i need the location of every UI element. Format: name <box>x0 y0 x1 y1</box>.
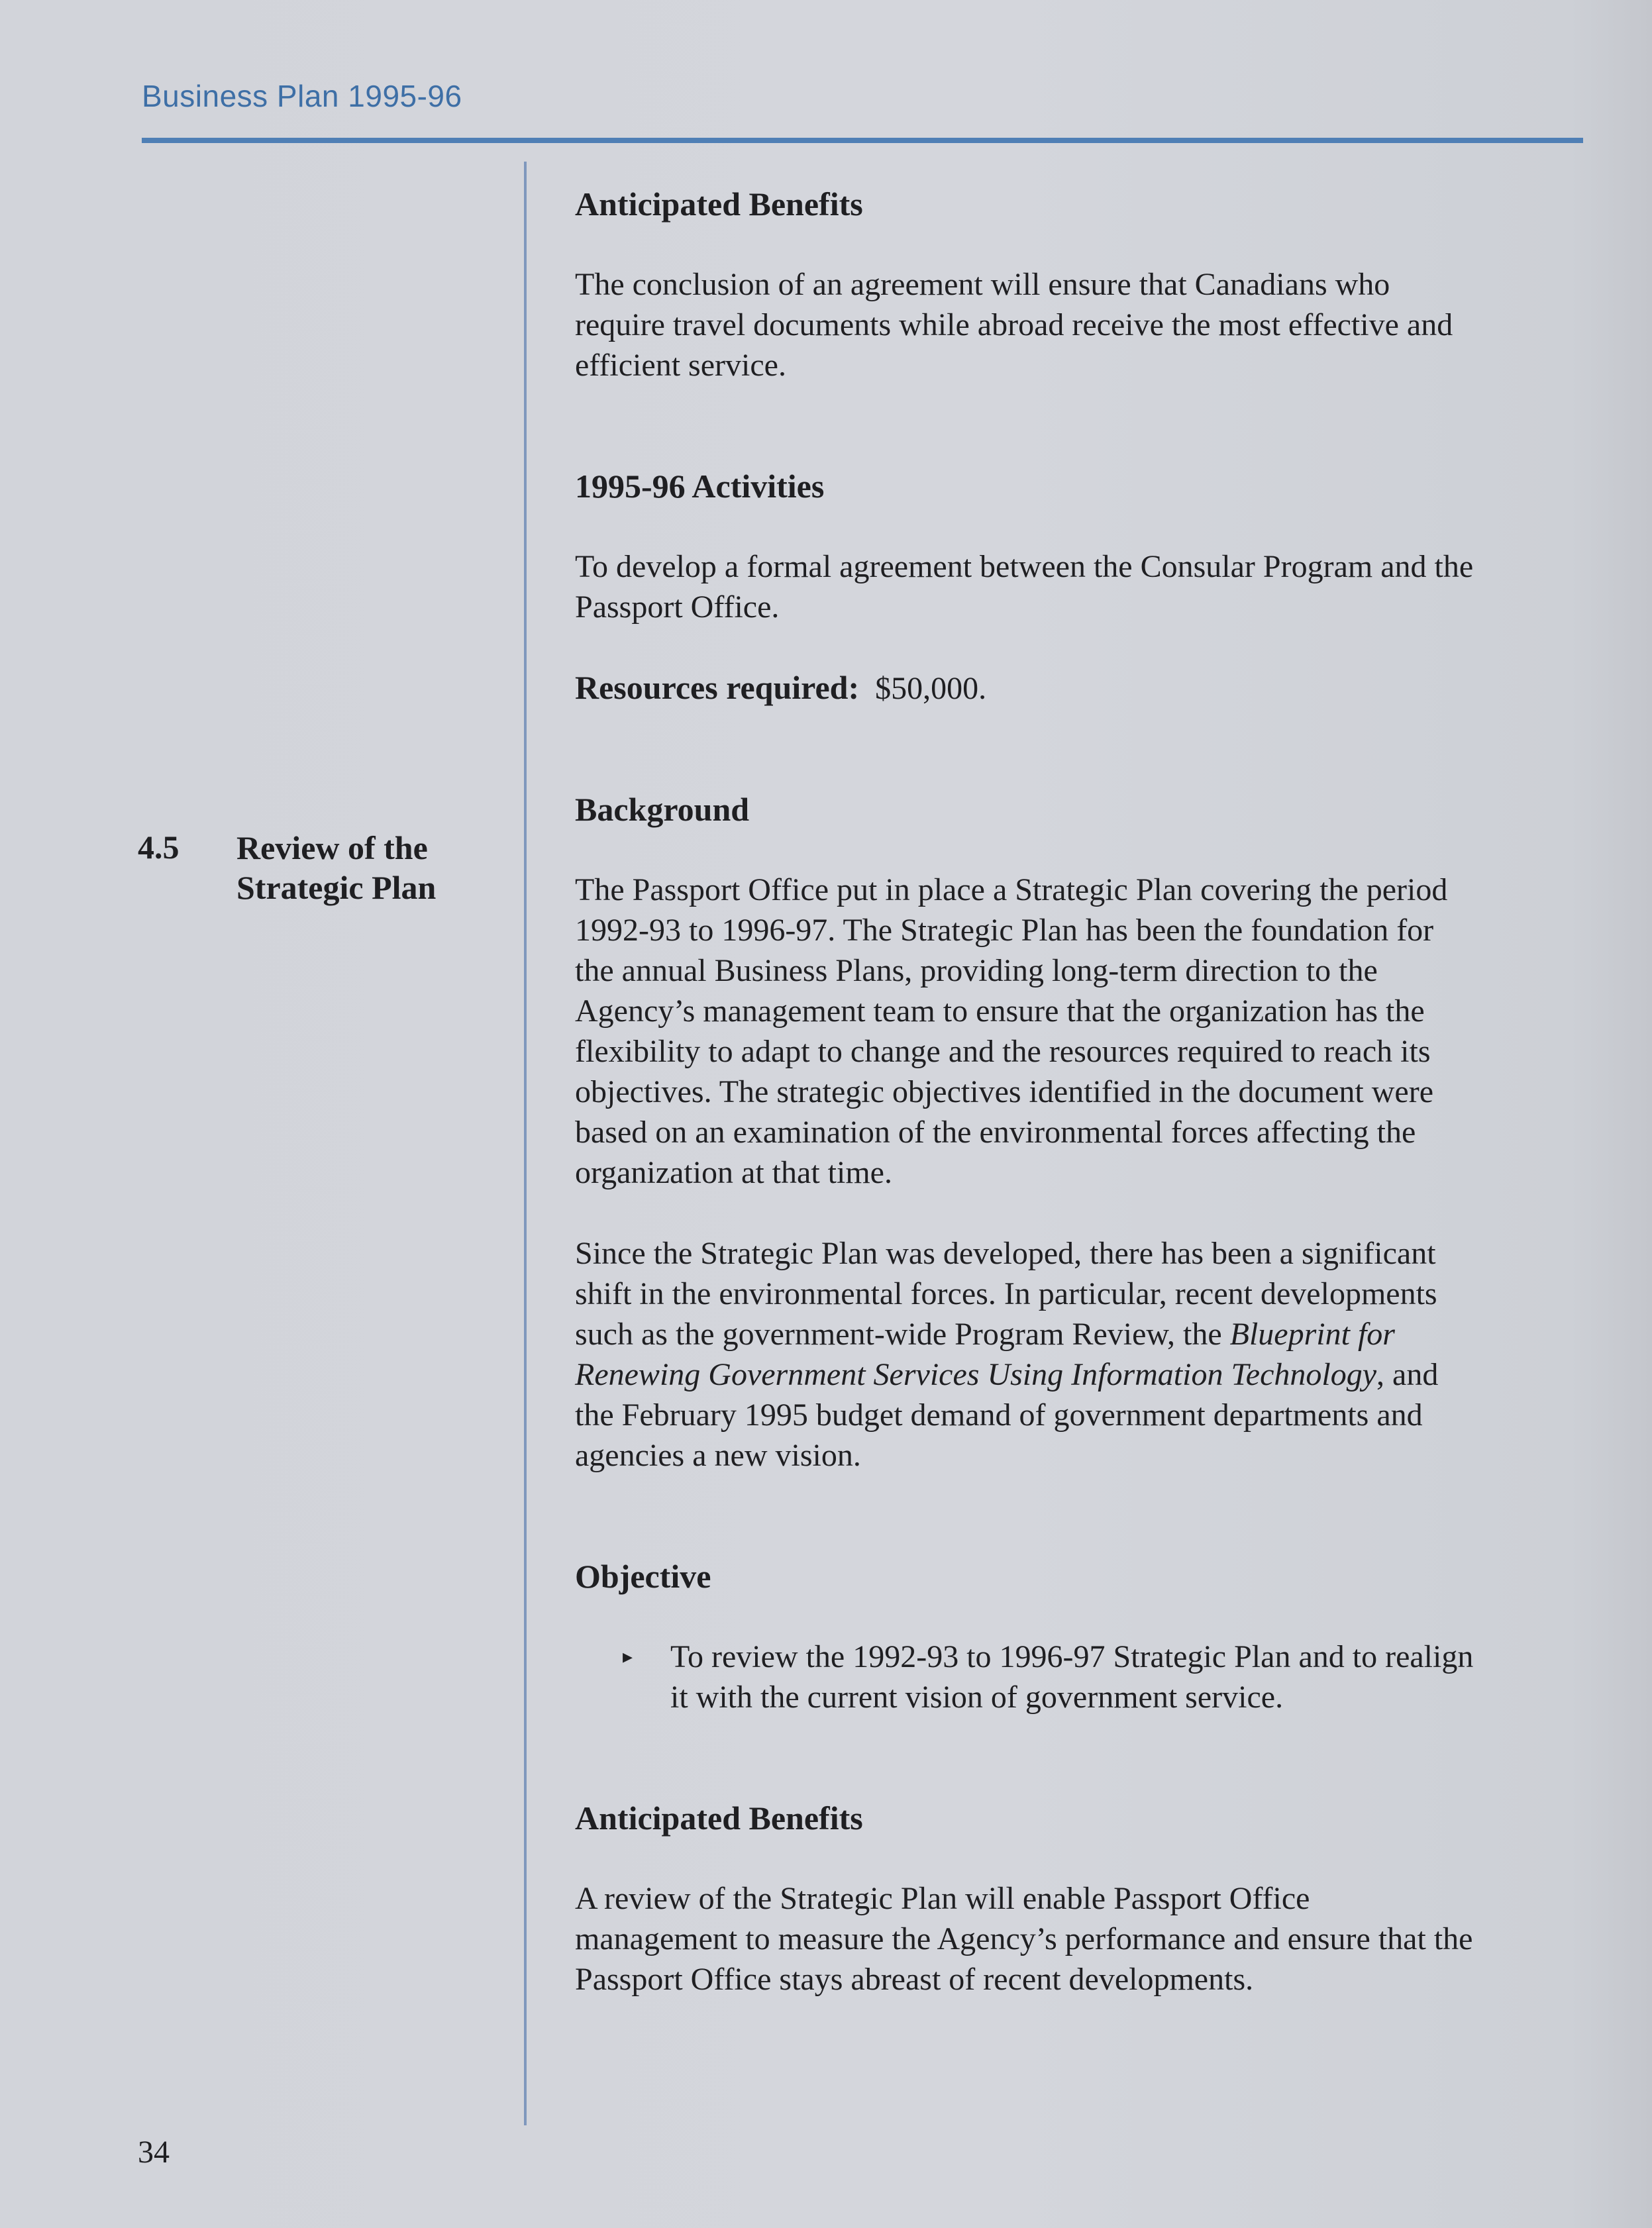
activities-text: To develop a formal agreement between the Consular Program and the Passport Office. <box>575 549 1474 625</box>
blueprint-title: Blueprint for Renewing Government Services Using Information Technology <box>575 1317 1395 1392</box>
background-p2-start: Since the Strategic Plan was developed, there has been a significant shift in the environmental forces. In particular, recent developments such as the government-wide Program Review, the <box>575 1236 1437 1352</box>
resources-value: $50,000. <box>875 671 987 706</box>
benefits-text: A review of the Strategic Plan will enable Passport Office management to measure the Agency’s performance and ensure that the Passport Office stays abreast of recent developments. <box>575 1881 1473 1997</box>
running-header: Business Plan 1995-96 <box>142 79 462 113</box>
main-content <box>575 184 1476 2000</box>
background-paragraph-1: The Passport Office put in place a Strategic Plan covering the period 1992-93 to 1996-97. The Strategic Plan has been the foundation for the annual Business Plans, providing long-term direction to the Agency’s management team to ensure that the organization has the flexibility to adapt to change and the resources required to reach its objectives. The strategic objectives identified in the document were based on an examination of the environmental forces affecting the organization at that time. <box>575 872 1448 1190</box>
prev-benefits-heading: Anticipated Benefits <box>575 185 863 223</box>
background-paragraph-2 <box>575 1233 1476 1476</box>
bullet-triangle-icon: ▸ <box>623 1646 633 1668</box>
background-p2-end: , and the February 1995 budget demand of government departments and agencies a new vision. <box>575 1357 1439 1473</box>
page-number: 34 <box>138 2135 170 2170</box>
objective-bullet <box>575 1637 1476 1717</box>
section-title: Review of the Strategic Plan <box>236 829 437 906</box>
resources-line <box>575 668 1476 709</box>
objective-heading: Objective <box>575 1558 711 1595</box>
section-number: 4.5 <box>138 829 180 866</box>
header-rule <box>142 138 1583 143</box>
benefits-heading: Anticipated Benefits <box>575 1799 863 1837</box>
objective-text: To review the 1992-93 to 1996-97 Strategic Plan and to realign it with the current vision of government service. <box>670 1639 1474 1715</box>
background-heading: Background <box>575 791 750 828</box>
resources-label: Resources required: <box>575 669 860 706</box>
column-divider <box>524 162 527 2125</box>
prev-benefits-text: The conclusion of an agreement will ensure that Canadians who require travel documents while abroad receive the most effective and efficient service. <box>575 267 1453 383</box>
activities-heading: 1995-96 Activities <box>575 468 825 505</box>
